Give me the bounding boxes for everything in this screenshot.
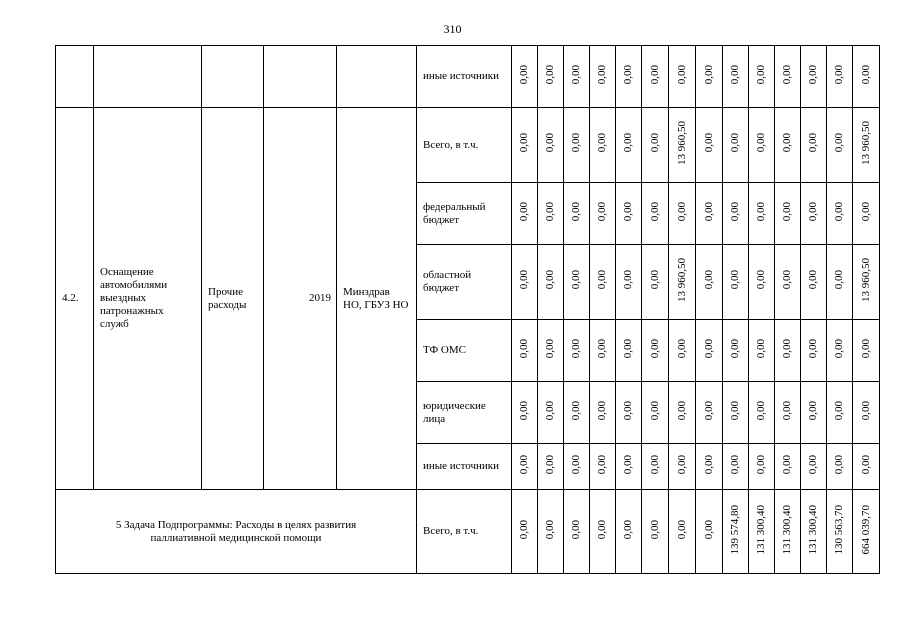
value-cell: 0,00: [801, 320, 827, 382]
item-year: 2019: [264, 108, 337, 490]
value-cell: 0,00: [564, 382, 590, 444]
value-cell: 0,00: [538, 444, 564, 490]
value-cell: 0,00: [749, 183, 775, 245]
value-cell: 0,00: [723, 108, 749, 183]
value-cell: 0,00: [564, 245, 590, 320]
value-cell: 0,00: [827, 320, 853, 382]
value-cell: 0,00: [696, 245, 723, 320]
value-cell: 0,00: [696, 108, 723, 183]
value-cell: 0,00: [616, 108, 642, 183]
value-cell: 0,00: [590, 245, 616, 320]
value-cell: 0,00: [564, 320, 590, 382]
value-cell: 131 300,40: [775, 490, 801, 574]
value-cell: 0,00: [538, 382, 564, 444]
value-cell: 0,00: [775, 245, 801, 320]
value-cell: 0,00: [642, 444, 669, 490]
value-cell: 0,00: [616, 444, 642, 490]
value-cell: 13 960,50: [853, 245, 880, 320]
value-cell: 0,00: [669, 382, 696, 444]
value-cell: 0,00: [775, 444, 801, 490]
budget-table: [55, 45, 880, 574]
value-cell: 0,00: [564, 444, 590, 490]
value-cell: 0,00: [749, 382, 775, 444]
value-cell: 0,00: [512, 245, 538, 320]
value-cell: 0,00: [564, 46, 590, 108]
value-cell: 0,00: [538, 46, 564, 108]
value-cell: 0,00: [538, 490, 564, 574]
item-number: 4.2.: [56, 108, 94, 490]
value-cell: 0,00: [827, 46, 853, 108]
value-cell: 0,00: [512, 108, 538, 183]
page-number: 310: [443, 22, 462, 36]
value-cell: 0,00: [669, 46, 696, 108]
value-cell: 0,00: [749, 320, 775, 382]
value-cell: 0,00: [564, 108, 590, 183]
value-cell: 139 574,80: [723, 490, 749, 574]
value-cell: 0,00: [723, 382, 749, 444]
value-cell: 130 563,70: [827, 490, 853, 574]
value-cell: 0,00: [538, 183, 564, 245]
value-cell: 0,00: [590, 444, 616, 490]
value-cell: 0,00: [616, 382, 642, 444]
value-cell: 0,00: [801, 444, 827, 490]
value-cell: 0,00: [775, 320, 801, 382]
value-cell: 0,00: [696, 46, 723, 108]
value-cell: 0,00: [696, 490, 723, 574]
value-cell: 0,00: [538, 245, 564, 320]
value-cell: 0,00: [749, 46, 775, 108]
value-cell: 0,00: [853, 444, 880, 490]
value-cell: 13 960,50: [669, 108, 696, 183]
value-cell: 0,00: [512, 46, 538, 108]
value-cell: 0,00: [801, 108, 827, 183]
value-cell: 0,00: [696, 444, 723, 490]
value-cell: 13 960,50: [669, 245, 696, 320]
value-cell: 0,00: [749, 245, 775, 320]
value-cell: 0,00: [512, 320, 538, 382]
value-cell: 0,00: [723, 444, 749, 490]
value-cell: 0,00: [827, 108, 853, 183]
value-cell: 131 300,40: [749, 490, 775, 574]
value-cell: 0,00: [696, 320, 723, 382]
value-cell: 0,00: [801, 183, 827, 245]
table-row: [56, 108, 880, 183]
empty-cell: [94, 46, 202, 108]
value-cell: 0,00: [669, 444, 696, 490]
value-cell: 0,00: [775, 108, 801, 183]
value-cell: 0,00: [642, 108, 669, 183]
value-cell: 0,00: [696, 382, 723, 444]
value-cell: 0,00: [616, 46, 642, 108]
source-label: юридические лица: [417, 382, 512, 444]
value-cell: 0,00: [853, 382, 880, 444]
table-row: [56, 490, 880, 574]
empty-cell: [202, 46, 264, 108]
value-cell: 0,00: [642, 320, 669, 382]
expense-type: Прочие расходы: [202, 108, 264, 490]
value-cell: 0,00: [590, 46, 616, 108]
task-title: 5 Задача Подпрограммы: Расходы в целях развития паллиативной медицинской помощи: [56, 490, 417, 574]
value-cell: 0,00: [564, 490, 590, 574]
value-cell: 0,00: [669, 320, 696, 382]
value-cell: 0,00: [642, 245, 669, 320]
value-cell: 0,00: [590, 108, 616, 183]
item-executor: Минздрав НО, ГБУЗ НО: [337, 108, 417, 490]
value-cell: 0,00: [642, 183, 669, 245]
value-cell: 0,00: [512, 490, 538, 574]
value-cell: 0,00: [801, 46, 827, 108]
source-label: Всего, в т.ч.: [417, 490, 512, 574]
value-cell: 0,00: [616, 183, 642, 245]
value-cell: 0,00: [590, 490, 616, 574]
empty-cell: [264, 46, 337, 108]
value-cell: 0,00: [512, 183, 538, 245]
source-label: иные источники: [417, 444, 512, 490]
value-cell: 0,00: [853, 320, 880, 382]
value-cell: 0,00: [564, 183, 590, 245]
value-cell: 0,00: [590, 183, 616, 245]
value-cell: 0,00: [775, 382, 801, 444]
value-cell: 0,00: [642, 382, 669, 444]
value-cell: 0,00: [669, 183, 696, 245]
value-cell: 0,00: [616, 320, 642, 382]
source-label: иные источники: [417, 46, 512, 108]
value-cell: 0,00: [590, 320, 616, 382]
value-cell: 0,00: [616, 490, 642, 574]
value-cell: 0,00: [827, 245, 853, 320]
value-cell: 0,00: [669, 490, 696, 574]
value-cell: 0,00: [827, 444, 853, 490]
value-cell: 0,00: [512, 444, 538, 490]
value-cell: 0,00: [642, 490, 669, 574]
empty-cell: [56, 46, 94, 108]
value-cell: 0,00: [801, 382, 827, 444]
source-label: федеральный бюджет: [417, 183, 512, 245]
value-cell: 0,00: [749, 444, 775, 490]
value-cell: 0,00: [538, 108, 564, 183]
value-cell: 0,00: [538, 320, 564, 382]
value-cell: 0,00: [853, 183, 880, 245]
value-cell: 0,00: [853, 46, 880, 108]
value-cell: 0,00: [723, 245, 749, 320]
value-cell: 0,00: [723, 183, 749, 245]
value-cell: 0,00: [590, 382, 616, 444]
empty-cell: [337, 46, 417, 108]
value-cell: 131 300,40: [801, 490, 827, 574]
value-cell: 0,00: [827, 183, 853, 245]
value-cell: 0,00: [749, 108, 775, 183]
table-row: [56, 46, 880, 108]
value-cell: 0,00: [723, 46, 749, 108]
value-cell: 0,00: [801, 245, 827, 320]
source-label: областной бюджет: [417, 245, 512, 320]
source-label: Всего, в т.ч.: [417, 108, 512, 183]
value-cell: 0,00: [775, 183, 801, 245]
source-label: ТФ ОМС: [417, 320, 512, 382]
value-cell: 0,00: [616, 245, 642, 320]
value-cell: 664 039,70: [853, 490, 880, 574]
value-cell: 13 960,50: [853, 108, 880, 183]
value-cell: 0,00: [512, 382, 538, 444]
value-cell: 0,00: [696, 183, 723, 245]
value-cell: 0,00: [827, 382, 853, 444]
item-name: Оснащение автомобилями выездных патронажных служб: [94, 108, 202, 490]
value-cell: 0,00: [723, 320, 749, 382]
value-cell: 0,00: [642, 46, 669, 108]
value-cell: 0,00: [775, 46, 801, 108]
